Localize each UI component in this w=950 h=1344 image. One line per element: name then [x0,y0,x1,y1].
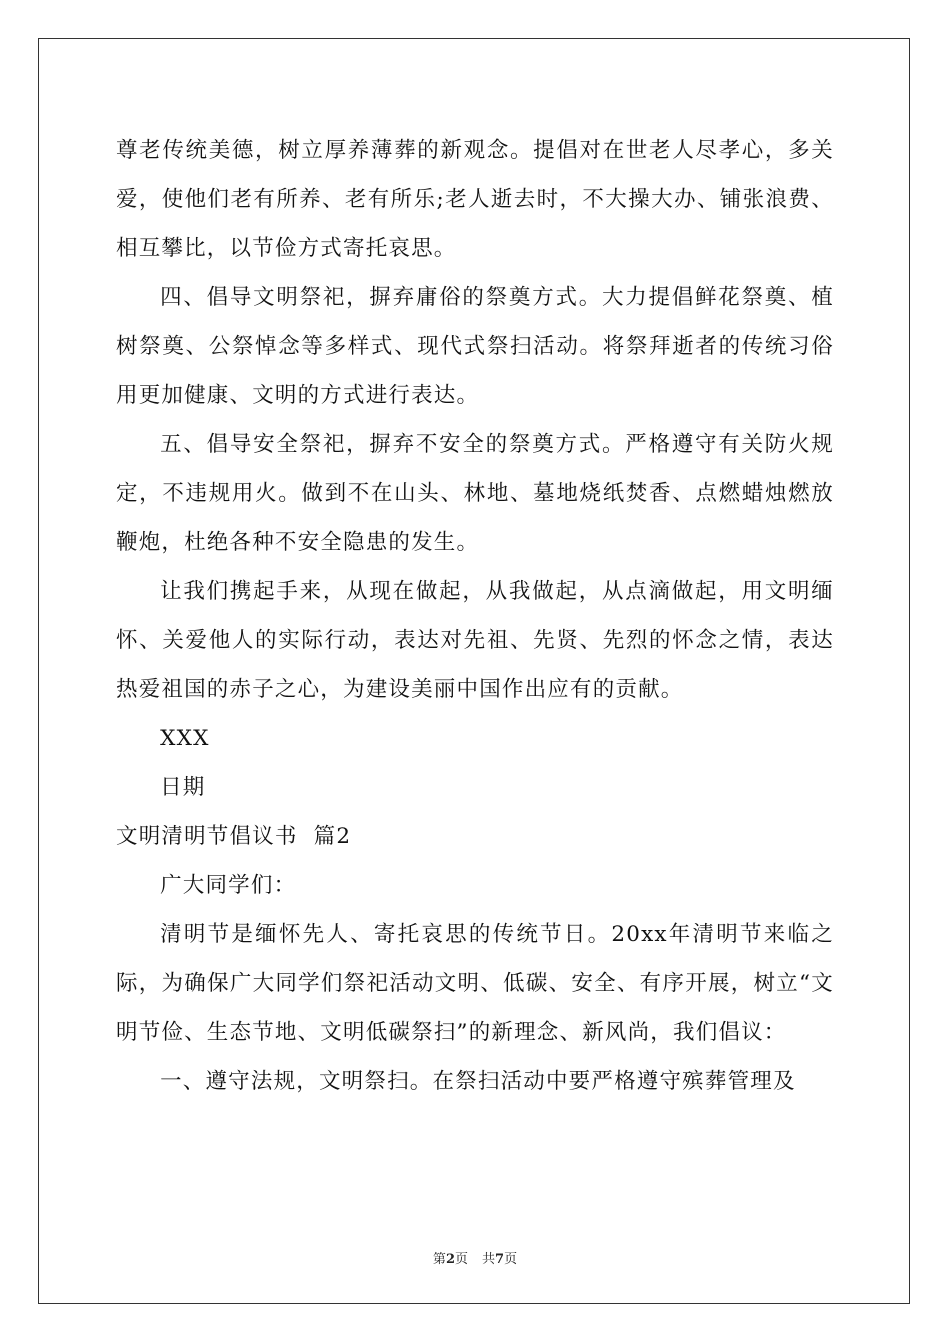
footer-total-prefix: 共 [482,1252,496,1267]
paragraph-item-five: 五、倡导安全祭祀，摒弃不安全的祭奠方式。严格遵守有关防火规定，不违规用火。做到不在山头、林地、墓地烧纸焚香、点燃蜡烛燃放鞭炮，杜绝各种不安全隐患的发生。 [116,432,834,555]
footer-page-number: 2 [445,1252,455,1267]
footer-page-suffix: 页 [454,1252,468,1267]
paragraph-item-one: 一、遵守法规，文明祭扫。在祭扫活动中要严格遵守殡葬管理及 [160,1069,796,1094]
section-title: 文明清明节倡议书 篇2 [116,824,352,849]
salutation: 广大同学们： [160,873,297,898]
document-body [116,126,834,1106]
paragraph-continued: 尊老传统美德，树立厚养薄葬的新观念。提倡对在世老人尽孝心，多关爱，使他们老有所养、老有所乐;老人逝去时，不大操大办、铺张浪费、相互攀比，以节俭方式寄托哀思。 [116,138,834,261]
footer-prefix: 第 [432,1252,446,1267]
paragraph-closing: 让我们携起手来，从现在做起，从我做起，从点滴做起，用文明缅怀、关爱他人的实际行动，表达对先祖、先贤、先烈的怀念之情，表达热爱祖国的赤子之心，为建设美丽中国作出应有的贡献。 [116,579,834,702]
paragraph-intro: 清明节是缅怀先人、寄托哀思的传统节日。20xx年清明节来临之际，为确保广大同学们祭祀活动文明、低碳、安全、有序开展，树立“文明节俭、生态节地、文明低碳祭扫”的新理念、新风尚，我们倡议： [116,922,834,1045]
date-label: 日期 [160,775,206,800]
page-footer [0,1248,950,1267]
footer-total-pages: 7 [495,1252,505,1267]
paragraph-item-four: 四、倡导文明祭祀，摒弃庸俗的祭奠方式。大力提倡鲜花祭奠、植树祭奠、公祭悼念等多样式、现代式祭扫活动。将祭拜逝者的传统习俗用更加健康、文明的方式进行表达。 [116,285,834,408]
signature: XXX [160,726,210,751]
footer-total-suffix: 页 [504,1252,518,1267]
